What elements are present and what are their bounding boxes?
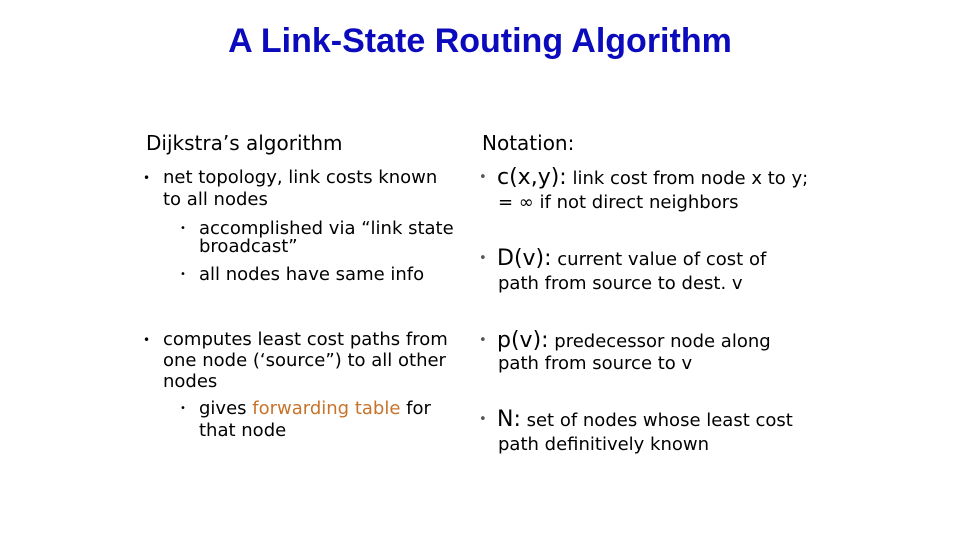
- bullet-text: [199, 398, 431, 420]
- bullet-text: broadcast”: [199, 236, 298, 257]
- notation-desc: predecessor node along: [548, 331, 771, 352]
- notation-desc: current value of cost of: [551, 249, 767, 270]
- right-heading: Notation:: [482, 131, 575, 155]
- notation-distance-cont: path from source to dest. v: [498, 273, 743, 294]
- notation-line: [497, 246, 766, 273]
- bullet-text: accomplished via “link state: [199, 218, 454, 239]
- notation-line: [497, 328, 771, 355]
- notation-line: [497, 165, 808, 192]
- text-plain: gives: [199, 398, 253, 419]
- notation-desc: link cost from node x to y;: [566, 168, 809, 189]
- forwarding-table-highlight: forwarding table: [252, 398, 401, 419]
- notation-desc: set of nodes whose least cost: [520, 410, 793, 431]
- notation-term: N:: [497, 407, 521, 432]
- bullet-text: one node (‘source”) to all other: [163, 350, 446, 371]
- bullet-dot: •: [180, 403, 186, 414]
- notation-predecessor-cont: path from source to v: [498, 353, 693, 374]
- notation-line: [497, 407, 793, 434]
- bullet-text: to all nodes: [163, 189, 268, 210]
- notation-set-cont: path definitively known: [498, 434, 710, 455]
- bullet-text: that node: [199, 420, 287, 441]
- notation-cost-cont: = ∞ if not direct neighbors: [498, 192, 739, 213]
- bullet-dot: •: [479, 170, 487, 185]
- bullet-dot: •: [143, 171, 151, 185]
- bullet-text: nodes: [163, 371, 218, 392]
- bullet-dot: •: [180, 223, 186, 234]
- bullet-text: computes least cost paths from: [163, 329, 448, 350]
- slide-title: A Link-State Routing Algorithm: [228, 22, 732, 60]
- bullet-text: all nodes have same info: [199, 264, 425, 285]
- left-heading: Dijkstra’s algorithm: [146, 131, 343, 155]
- bullet-dot: •: [479, 333, 487, 348]
- bullet-text: net topology, link costs known: [163, 167, 438, 188]
- notation-term: D(v):: [497, 246, 552, 271]
- bullet-dot: •: [180, 269, 186, 280]
- bullet-dot: •: [479, 251, 487, 266]
- notation-term: p(v):: [497, 328, 549, 353]
- notation-term: c(x,y):: [497, 165, 567, 190]
- bullet-dot: •: [479, 412, 487, 427]
- text-plain: for: [400, 398, 431, 419]
- bullet-dot: •: [143, 333, 151, 347]
